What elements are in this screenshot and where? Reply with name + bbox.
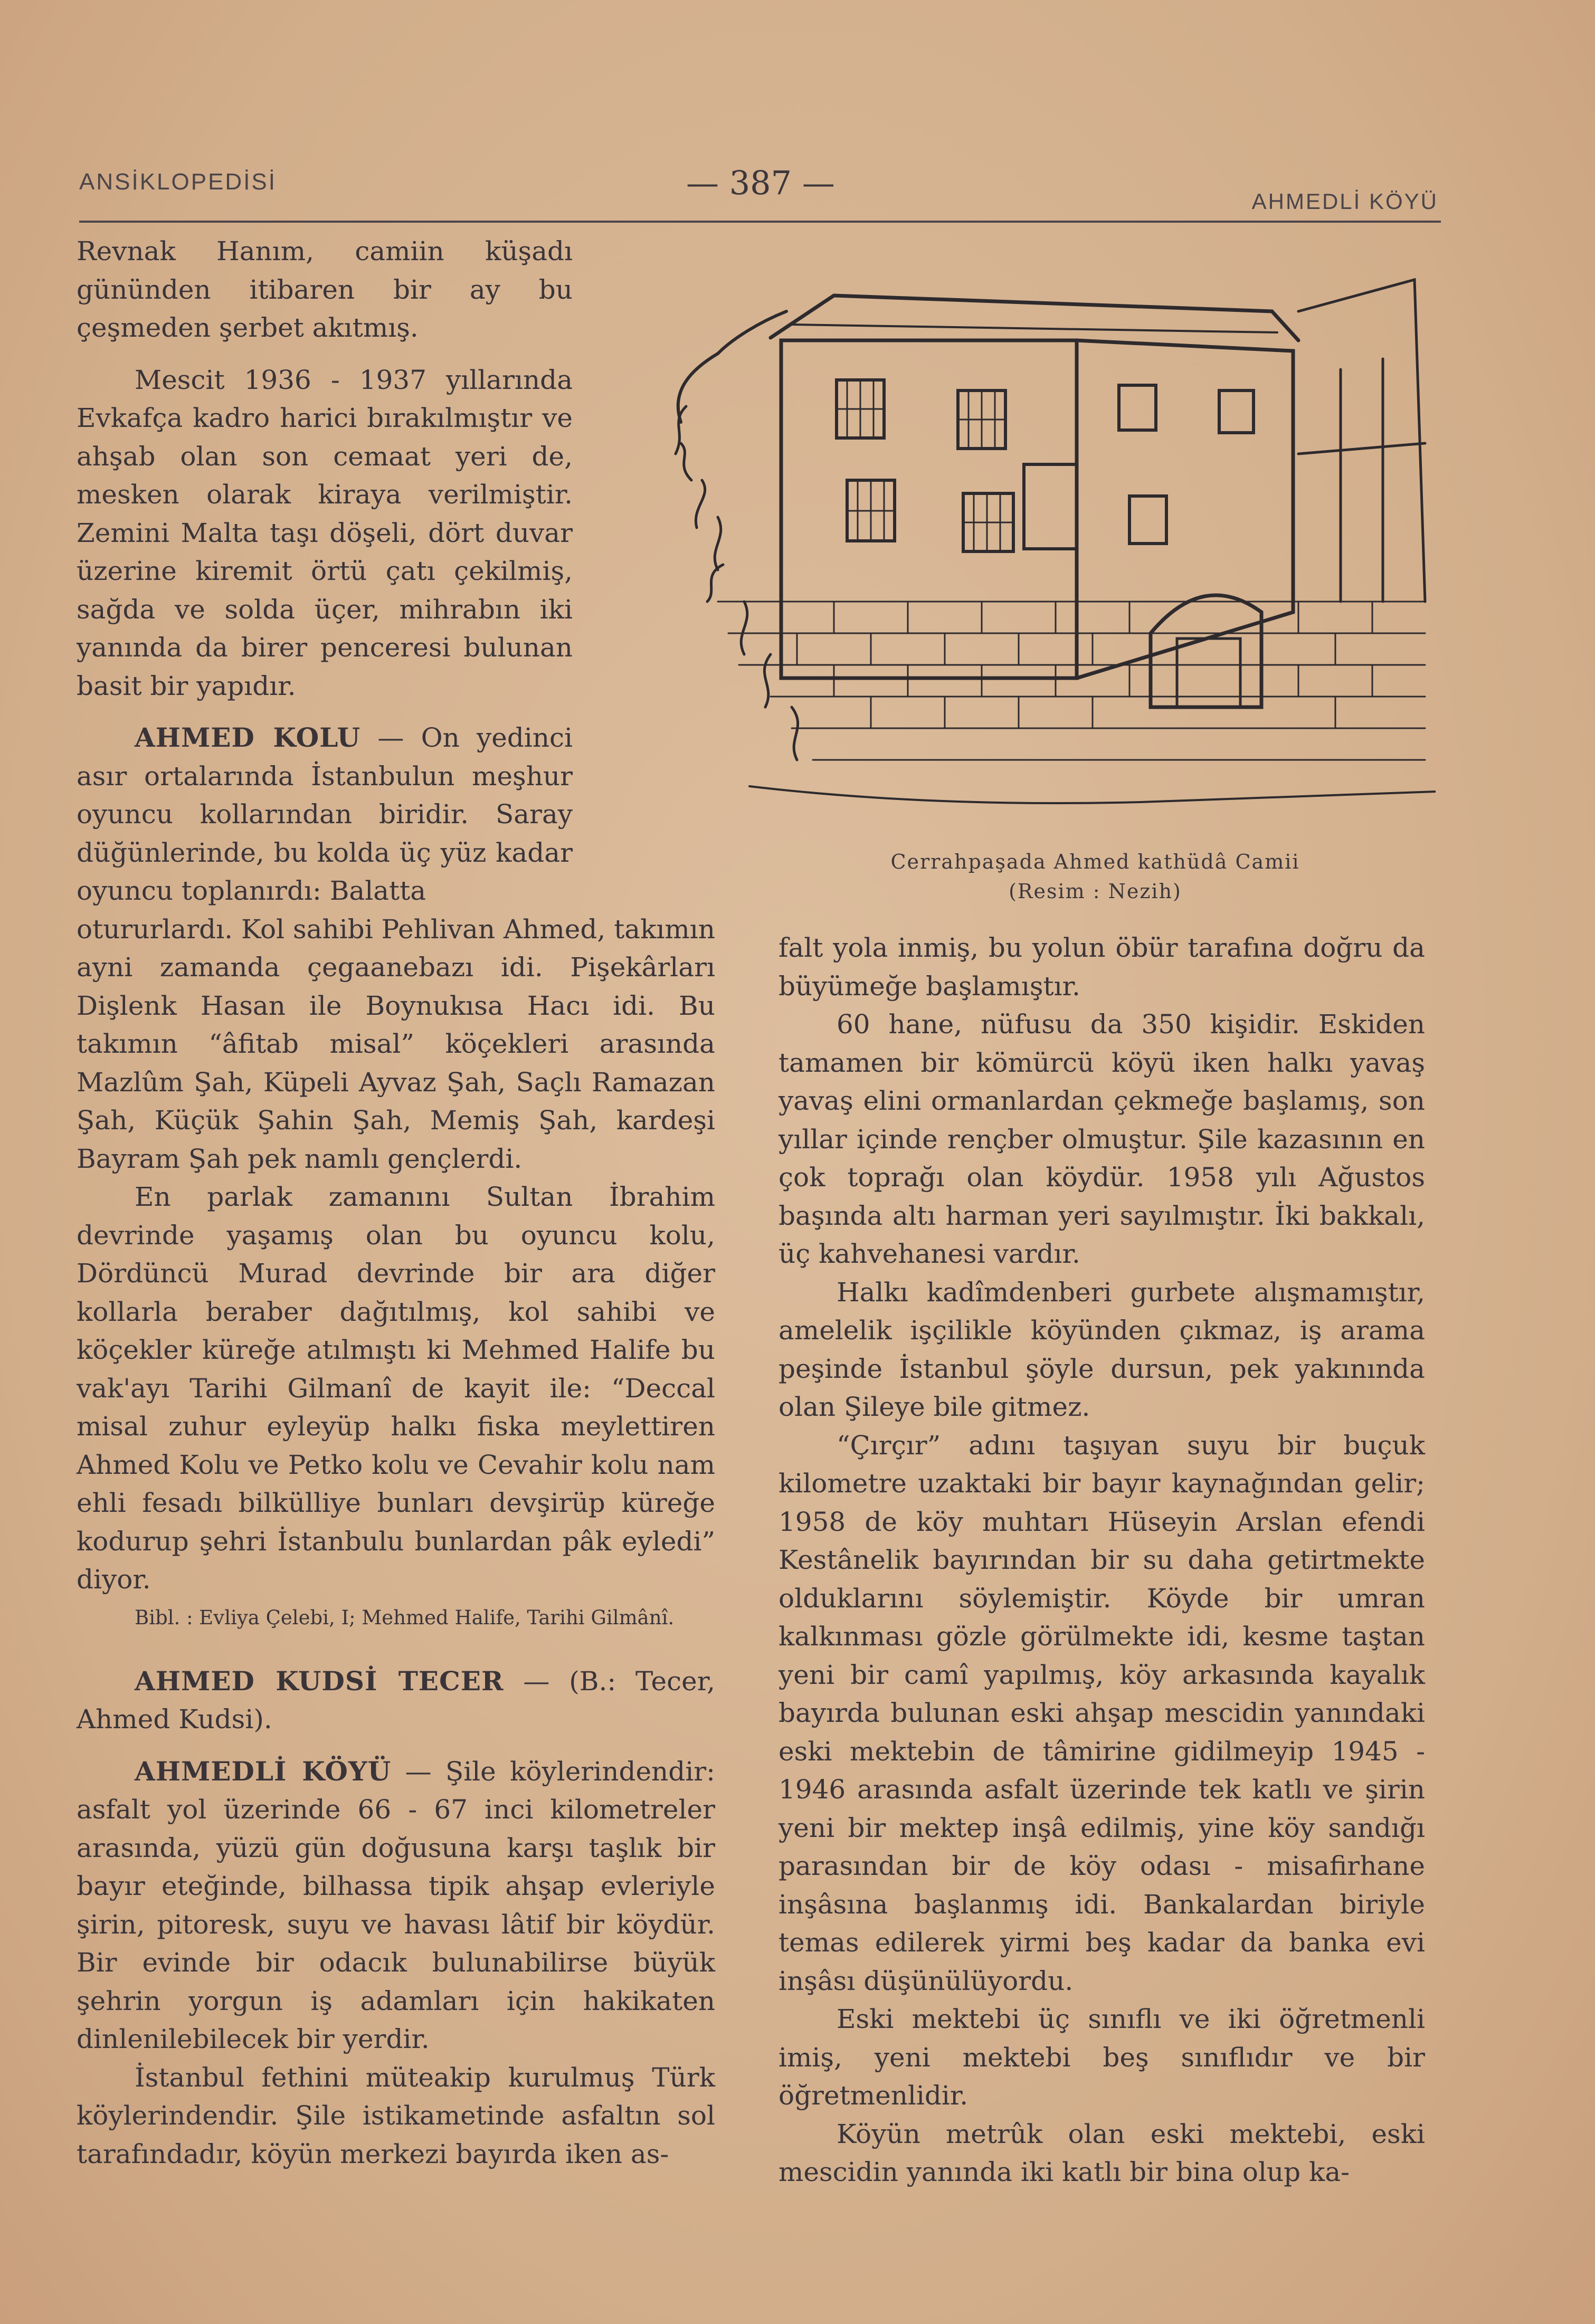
entry-heading: AHMED KUDSİ TECER [135,1665,504,1697]
caption-credit: (Resim : Nezih) [1009,880,1182,903]
paragraph: Köyün metrûk olan eski mektebi, eski mescidin yanında iki katlı bir bina olup ka- [778,2118,1425,2187]
paragraph: İstanbul fethini müteakip kurulmuş Türk köylerindendir. Şile istikametinde asfaltın sol tarafındadır, köyün merkezi bayırda iken as- [77,2062,715,2169]
entry-text: — On yedinci asır ortalarında İstanbulun meşhur oyuncu kollarından biridir. Saray düğünlerinde, bu kolda üç yüz kadar oyuncu toplanırdı: Balatta [77,722,573,906]
mosque-drawing [612,232,1436,850]
page-header [79,164,1438,227]
running-head-left: ANSİKLOPEDİSİ [79,169,277,195]
entry-text: — (B.: Tecer, Ahmed Kudsi). [77,1665,716,1735]
entry-heading: AHMED KOLU [135,722,361,753]
entry-heading: AHMEDLİ KÖYÜ [135,1755,392,1787]
entry-ahmedli-koyu [77,1752,715,2059]
running-head-right: AHMEDLİ KÖYÜ [1251,189,1438,214]
paragraph: Halkı kadîmdenberi gurbete alışmamıştır, amelelik işçilikle köyünden çıkmaz, iş arama peşinde İstanbul şöyle dursun, pek yakınında olan Şileye bile gitmez. [778,1277,1425,1422]
paragraph: falt yola inmiş, bu yolun öbür tarafına doğru da büyümeğe başlamıştır. [778,932,1425,1002]
paragraph: En parlak zamanını Sultan İbrahim devrinde yaşamış olan bu oyuncu kolu, Dördüncü Murad devrinde bir ara diğer kollarla beraber dağıtılmış, kol sahibi ve köçekler küreğe atılmıştı ki Mehmed Halife bu vak'ayı Tarihi Gilmanî de kayit ile: “Deccal misal zuhur eyleyüp halkı fiska meylettiren Ahmed Kolu ve Petko kolu ve Cevahir kolu nam ehli fesadı bilkülliye bunları devşirüp küreğe kodurup şehri İstanbulu bunlardan pâk eyledi” diyor. [77,1182,715,1595]
entry-text: — Şile köylerindendir: asfalt yol üzerinde 66 - 67 inci kilometreler arasında, yüzü gün doğusuna karşı taşlık bir bayır eteğinde, bilhassa tipik ahşap evleriyle şirin, pitoresk, suyu ve havası lâtif bir köydür. Bir evinde bir odacık bulunabilirse büyük şehrin yorgun iş adamları için hakikaten dinlenilebilecek bir yerdir. [77,1756,715,2054]
paragraph: 60 hane, nüfusu da 350 kişidir. Eskiden tamamen bir kömürcü köyü iken halkı yavaş yavaş elini ormanlardan çekmeğe başlamış, son yıllar içinde rençber olmuştur. Şile kazasının en çok toprağı olan köydür. 1958 yılı Ağustos başında altı harman yeri sayılmıştır. İki bakkalı, üç kahvehanesi vardır. [778,1009,1425,1269]
right-column [778,929,1425,2192]
bibliography: Bibl. : Evliya Çelebi, I; Mehmed Halife, Tarihi Gilmânî. [135,1606,675,1629]
mosque-illustration [612,232,1436,850]
caption-title: Cerrahpaşada Ahmed kathüdâ Camii [890,850,1300,873]
entry-ahmed-kudsi-tecer [77,1662,715,1739]
paragraph: Eski mektebi üç sınıflı ve iki öğretmenli imiş, yeni mektebi beş sınıflıdır ve bir öğretmenlidir. [778,2004,1425,2111]
left-column [77,232,715,2173]
paragraph: Revnak Hanım, camiin küşadı gününden itibaren bir ay bu çeşmeden şerbet akıtmış. [77,236,573,343]
entry-ahmed-kolu [77,719,573,910]
page-number: — 387 — [686,164,835,202]
paragraph: “Çırçır” adını taşıyan suyu bir buçuk kilometre uzaktaki bir bayır kaynağından gelir; 1958 de köy muhtarı Hüseyin Arslan efendi Kestânelik bayırından bir su daha getirtmekte olduklarını söylemiştir. Köyde bir umran kalkınması gözle görülmekte idi, kesme taştan yeni bir camî yapılmış, köy arkasında kayalık bayırda bulunan eski ahşap mescidin yanındaki eski mektebin de tâmirine gidilmeyip 1945 - 1946 arasında asfalt üzerinde tek katlı ve şirin yeni bir mektep inşâ edilmiş, yine köy sandığı parasından bir de köy odası - misafirhane inşâsına başlanmış idi. Bankalardan biriyle temas edilerek yirmi beş kadar da banka evi inşâsı düşünülüyordu. [778,1430,1425,1996]
paragraph: otururlardı. Kol sahibi Pehlivan Ahmed, takımın ayni zamanda çegaanebazı idi. Pişekârları Dişlenk Hasan ile Boynukısa Hacı idi. Bu takımın “âfitab misal” köçekleri arasında Mazlûm Şah, Küpeli Ayvaz Şah, Saçlı Ramazan Şah, Küçük Şahin Şah, Memiş Şah, kardeşi Bayram Şah pek namlı gençlerdi. [77,913,715,1174]
paragraph: Mescit 1936 - 1937 yıllarında Evkafça kadro harici bırakılmıştır ve ahşab olan son cemaat yeri de, mesken olarak kiraya verilmiştir. Zemini Malta taşı döşeli, dört duvar üzerine kiremit örtü çatı çekilmiş, sağda ve solda üçer, mihrabın iki yanında da birer penceresi bulunan basit bir yapıdır. [77,364,573,701]
header-rule [79,221,1441,223]
figure-caption [778,847,1412,906]
